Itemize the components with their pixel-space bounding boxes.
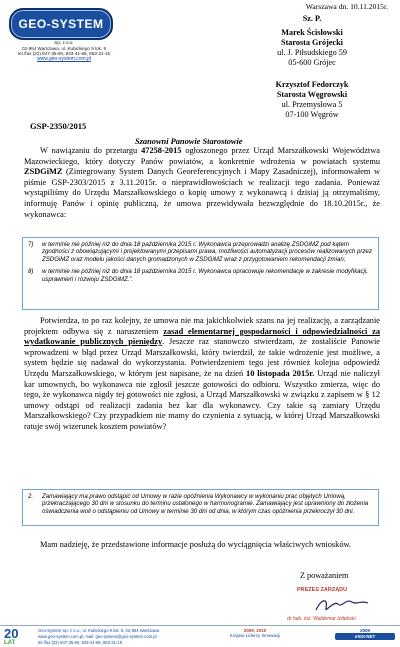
quote-item-text: Zamawiający ma prawo odstąpić od Umowy w razie opóźnienia Wykonawcy w wykonaniu prac objętych Umową, przekraczającego 30 dni w stosunku do terminu ustalonego w harmonogramie. Zamawiający jest uprawniony do złożenia oświadczenia woli o odstąpieniu od Umowy w terminie 30 dni od dnia, w którym czas opóźnienia przekroczył 30 dni. <box>42 493 369 515</box>
recipient1-title: Starosta Grójecki <box>281 38 343 47</box>
tender-number: 47258-2015 <box>141 146 182 155</box>
p1-text: (Zintegrowany System Danych Georeferencyjnych i Mapy Zasadniczej), informowałem w piśmie GSP-2303/2015 z 3.11.2015r. o nieprawidłowościach w realizacji tego zadania. Ponieważ wystąpiliśmy do Urzędu Marszałkowskiego o kopię umowy z wykonawcą i dzisiaj ją otrzymaliśmy, informuję Panów i opinię publiczną, że umowa przewidywała bezwzględnie do 18.10.2015r., że wykonawca: <box>24 167 380 219</box>
badge-year: 2009 <box>359 628 370 633</box>
quote-item-text: w terminie nie później niż do dnia 18 października 2015 r. Wykonawca opracowuje rekomendacje w zakresie modyfikacji, usprawnień i rozwoju ZSDGiMZ.”. <box>42 268 368 283</box>
badge-label: eSDI-NET <box>335 633 395 640</box>
anniversary-number: 20 <box>4 626 19 641</box>
quote-item <box>28 241 373 263</box>
recipient1-name: Marek Ścisłowski <box>281 28 343 37</box>
p2-text: . Jeszcze raz stanowczo stwierdzam, że zostaliście Panowie wprowadzeni w błąd przez Urząd Marszałkowski, który twierdził, że takie wdrożenie jest możliwe, a system będzie się nadawał do wykorzystania. Potwierdzeniem tego jest również kolejna odpowiedź Urzędu Marszałkowskiego, w którym jest napisane, że na dzień <box>24 337 380 378</box>
paragraph-1 <box>24 146 380 220</box>
quote-item-number: 8) <box>28 268 34 276</box>
quote-item-text: w terminie nie później niż do dnia 18 października 2015 r. Wykonawca przeprowadzi analizę ZSDGiMZ pod kątem zgodności z obowiązującymi i projektowanymi przepisami prawa, możliwości automatyzacji procesów realizowanych przez ZSDGiMZ oraz modelu jakości danych gromadzonych w ZSDGiMZ wraz z przygotowaniem rekomendacji zmian; <box>42 241 372 263</box>
company-logo <box>9 8 113 40</box>
company-info <box>9 40 119 62</box>
page-footer <box>0 625 400 647</box>
recipient1-street: ul. J. Piłsudskiego 59 <box>277 48 347 57</box>
company-form: Sp. z o.o. <box>54 40 74 45</box>
esdi-badge <box>335 628 395 640</box>
badge-label: Krajowi Liderzy Innowacji <box>229 633 281 638</box>
reference-number: GSP-2350/2015 <box>30 121 87 131</box>
stamp-title: PREZES ZARZĄDU <box>297 587 348 593</box>
salutation: Szanowni Panowie Starostowie <box>135 137 243 146</box>
logo-text: GEO-SYSTEM <box>18 17 104 31</box>
recipient2-title: Starosta Węgrowski <box>276 90 348 99</box>
p1-text: W nawiązaniu do przetargu <box>40 146 142 155</box>
company-address: 02-954 Warszawa, ul. Kubickiego 9 lok. 5 <box>21 45 107 51</box>
quote-item-number: 7) <box>28 241 34 248</box>
quote-item <box>28 493 373 515</box>
contract-quote-box <box>22 237 379 310</box>
recipient2-city: 07-100 Węgrów <box>285 110 339 119</box>
closing-regards: Z poważaniem <box>300 571 349 580</box>
badge-year: 2009, 2010 <box>243 628 267 633</box>
paragraph-2 <box>24 316 380 433</box>
anniversary-word: LAT <box>4 640 16 646</box>
paragraph-3: Mam nadzieję, że przedstawione informacje posłużą do wyciągnięcia właściwych wniosków. <box>40 540 352 549</box>
footer-phone: tel./fax (22) 847-35-80, 843-41-68, 853-31-15 <box>38 640 123 645</box>
quote-item-number: 2. <box>28 493 34 500</box>
signer-name: dr hab. inż. Waldemar Izdebski <box>287 616 356 622</box>
emphasis-date: 10 listopada 2015r. <box>246 368 315 378</box>
p2-text: Urząd nie naliczył kar umownych, bo wykonawca nie zgłosił jeszcze gotowości do odbioru. Wszystko zmierza, więc do tego, że wykonawca nigdy tej gotowości nie zgłosi, a Urząd Marszałkowski w związku z zapisem w § 12 umowy odstąpi od realizacji zadania bez kar dla wykonawcy. Czy takie są zamiary Urzędu Marszałkowskiego? Czy przypadkiem nie mamy do czynienia z sytuacją, w której Urząd Marszałkowski ratuje swój wizerunek kosztem powiatów? <box>24 368 380 431</box>
company-url-link[interactable]: www.geo-system.com.pl <box>37 55 91 62</box>
quote-item <box>28 268 373 283</box>
contract-clause-box <box>22 489 379 526</box>
signature-image <box>312 594 372 616</box>
footer-web-mail: www.geo-system.com.pl, mail: geo-system@geo-system.com.pl <box>38 634 157 639</box>
anniversary-logo <box>4 628 34 646</box>
recipient2-name: Krzysztof Fedorczyk <box>275 80 349 89</box>
p1-text: ogłoszonego przez Urząd Marszałkowski Województwa Mazowieckiego, który dotyczy Panów powiatów, a konkretnie wdrożenia w powiatach systemu <box>24 146 380 166</box>
footer-address: Geo-System Sp. z o.o., ul. Kubickiego 9 lok. 5, 02-954 Warszawa <box>38 628 160 633</box>
p2-text: Potwierdza, to po raz kolejny, że umowa nie ma jakichkolwiek szans na jej realizację, a zarządzanie projektem odbywa się z naruszeniem <box>24 316 380 336</box>
recipient1-city: 05-600 Grójec <box>288 58 336 67</box>
innovation-badge <box>215 628 295 638</box>
recipient2-street: ul. Przemysłowa 5 <box>281 100 343 109</box>
letter-date: Warszawa dn. 10.11.2015r. <box>305 2 388 11</box>
system-name: ZSDGiMZ <box>24 167 63 177</box>
footer-contact <box>38 628 159 646</box>
emphasis-principles: zasad elementarnej gospodarności i odpowiedzialności za wydatkowanie publicznych pieniędzy <box>24 326 380 347</box>
recipient1-salutation: Sz. P. <box>302 14 322 23</box>
company-phone: tel./fax (22) 847-35-80, 843-41-68, 853-31-15 <box>17 51 111 57</box>
